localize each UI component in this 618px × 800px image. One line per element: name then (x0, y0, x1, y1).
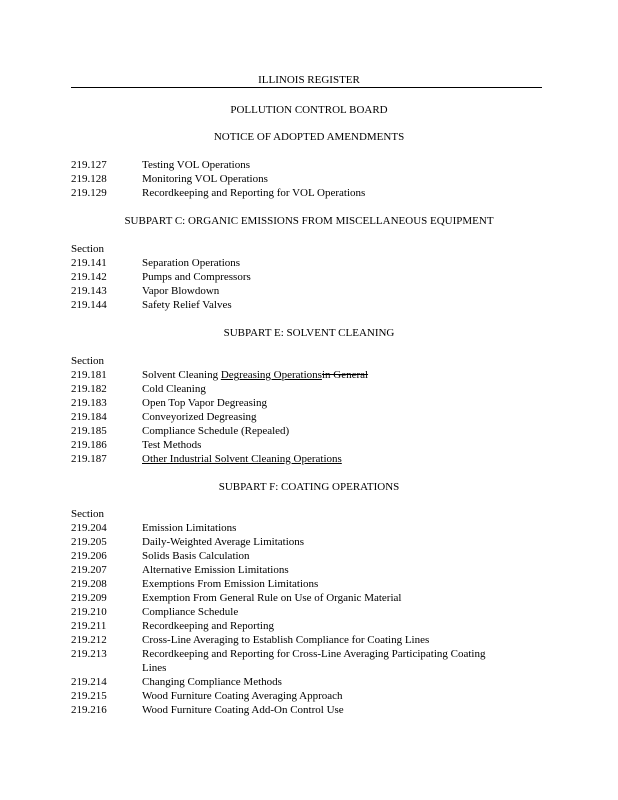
section-title: Recordkeeping and Reporting for Cross-Line Averaging Participating Coating (142, 648, 486, 660)
section-title: Monitoring VOL Operations (142, 173, 268, 185)
section-title: Conveyorized Degreasing (142, 411, 257, 423)
section-title: Cross-Line Averaging to Establish Compliance for Coating Lines (142, 634, 430, 646)
section-title: Safety Relief Valves (142, 299, 232, 311)
section-number: 219.216 (71, 704, 107, 716)
section-number: 219.210 (71, 606, 107, 618)
section-number: 219.214 (71, 676, 107, 688)
header-rule (71, 87, 542, 88)
section-title: Daily-Weighted Average Limitations (142, 536, 305, 548)
section-number: 219.128 (71, 173, 107, 185)
board-title: POLLUTION CONTROL BOARD (230, 104, 388, 116)
title-prefix: Solvent Cleaning (142, 369, 221, 381)
section-label: Section (71, 508, 104, 520)
section-number: 219.127 (71, 159, 107, 171)
section-number: 219.209 (71, 592, 107, 604)
section-title: Alternative Emission Limitations (142, 564, 289, 576)
register-title: ILLINOIS REGISTER (258, 74, 360, 86)
section-title: Test Methods (142, 439, 202, 451)
section-title: Compliance Schedule (142, 606, 239, 618)
section-number: 219.129 (71, 187, 107, 199)
section-number: 219.206 (71, 550, 107, 562)
section-number: 219.185 (71, 425, 107, 437)
section-title: Open Top Vapor Degreasing (142, 397, 267, 409)
notice-title: NOTICE OF ADOPTED AMENDMENTS (213, 131, 405, 143)
section-title: Emission Limitations (142, 522, 237, 534)
section-number: 219.183 (71, 397, 107, 409)
deleted-text: in General (321, 369, 369, 381)
section-title: Wood Furniture Coating Add-On Control Use (142, 704, 344, 716)
inserted-text: Degreasing Operations (220, 369, 322, 381)
section-title: Exemptions From Emission Limitations (142, 578, 319, 590)
section-number: 219.205 (71, 536, 107, 548)
section-title: Wood Furniture Coating Averaging Approach (142, 690, 343, 702)
section-number: 219.144 (71, 299, 107, 311)
section-number: 219.184 (71, 411, 107, 423)
section-title: Vapor Blowdown (142, 285, 220, 297)
section-title: Exemption From General Rule on Use of Organic Material (142, 592, 402, 604)
section-title: Solids Basis Calculation (142, 550, 250, 562)
section-number: 219.215 (71, 690, 107, 702)
section-number: 219.187 (71, 453, 107, 465)
section-label: Section (71, 355, 104, 367)
section-title: Separation Operations (142, 257, 241, 269)
section-number: 219.212 (71, 634, 107, 646)
section-number: 219.181 (71, 369, 107, 381)
section-number: 219.141 (71, 257, 107, 269)
section-label: Section (71, 243, 104, 255)
section-title-amended (142, 369, 368, 382)
subpart-e-heading: SUBPART E: SOLVENT CLEANING (223, 327, 395, 339)
subpart-f-heading: SUBPART F: COATING OPERATIONS (218, 481, 400, 493)
subpart-c-heading: SUBPART C: ORGANIC EMISSIONS FROM MISCELLANEOUS EQUIPMENT (124, 215, 494, 227)
section-number: 219.213 (71, 648, 107, 660)
section-number: 219.143 (71, 285, 107, 297)
inserted-text: Other Industrial Solvent Cleaning Operations (142, 453, 342, 465)
section-title: Compliance Schedule (Repealed) (142, 425, 290, 437)
section-title: Changing Compliance Methods (142, 676, 282, 688)
section-title: Cold Cleaning (142, 383, 206, 395)
section-number: 219.208 (71, 578, 107, 590)
section-number: 219.211 (71, 620, 107, 632)
section-title: Testing VOL Operations (142, 159, 250, 171)
section-number: 219.182 (71, 383, 107, 395)
section-title-continuation: Lines (142, 662, 167, 674)
section-title: Recordkeeping and Reporting for VOL Operations (142, 187, 366, 199)
section-title: Recordkeeping and Reporting (142, 620, 274, 632)
section-number: 219.142 (71, 271, 107, 283)
section-number: 219.186 (71, 439, 107, 451)
section-number: 219.207 (71, 564, 107, 576)
section-title: Pumps and Compressors (142, 271, 251, 283)
section-number: 219.204 (71, 522, 107, 534)
